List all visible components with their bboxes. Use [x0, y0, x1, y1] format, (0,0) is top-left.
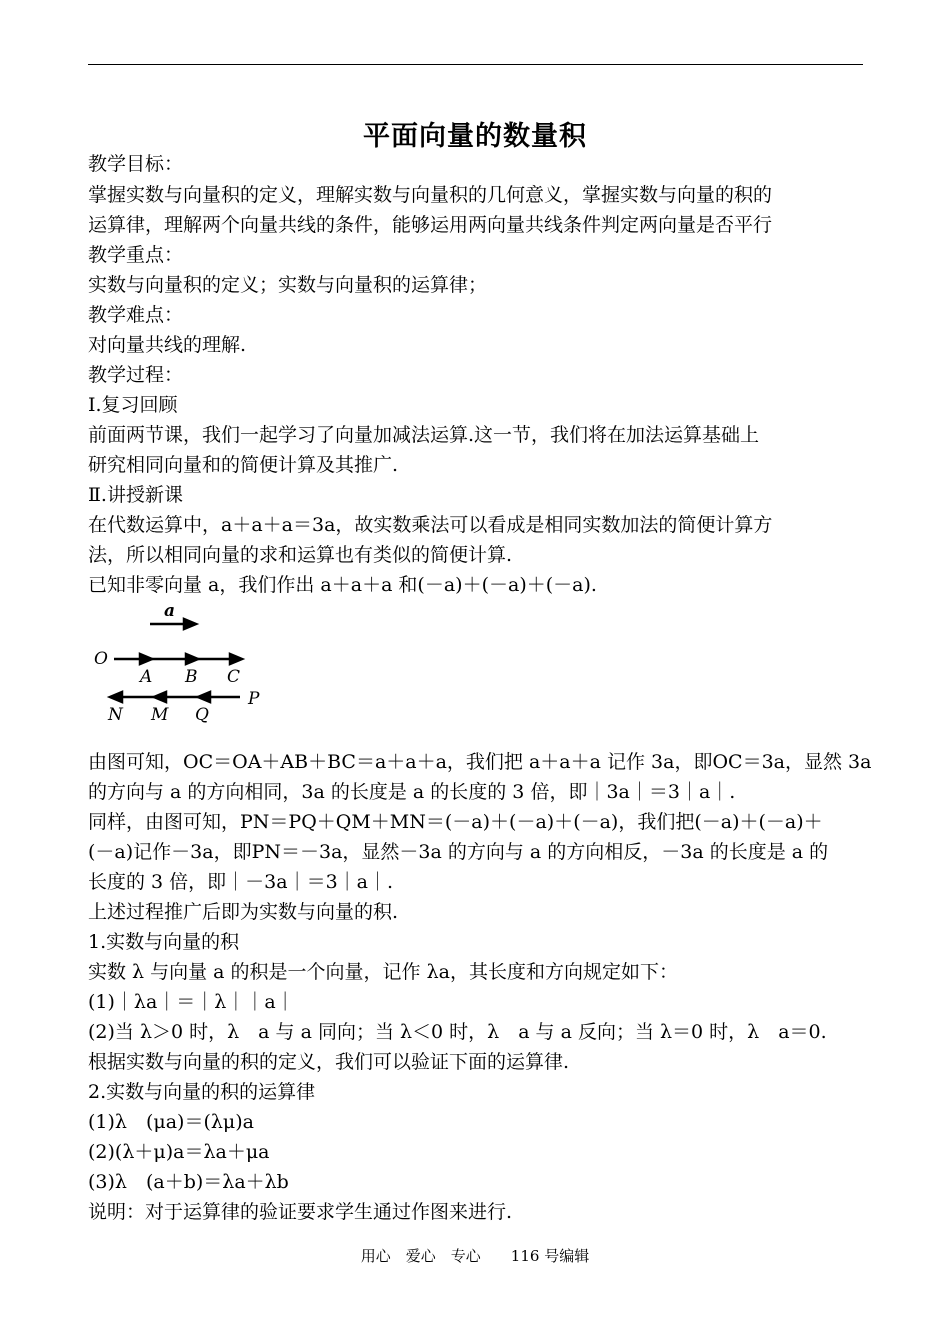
text-line: (3)λ (a＋b)＝λa＋λb: [88, 1171, 289, 1193]
text-line: 的方向与 a 的方向相同，3a 的长度是 a 的长度的 3 倍，即｜3a｜＝3｜a｜.: [88, 781, 736, 803]
point-label-Q: Q: [195, 705, 209, 725]
point-label-M: M: [151, 705, 169, 725]
text-line: 说明：对于运算律的验证要求学生通过作图来进行.: [88, 1201, 513, 1223]
text-line: 教学目标：: [88, 153, 184, 175]
point-label-P: P: [248, 689, 260, 709]
text-line: (1)λ (μa)＝(λμ)a: [88, 1111, 254, 1133]
text-line: 同样，由图可知，PN＝PQ＋QM＋MN＝(－a)＋(－a)＋(－a)，我们把(－a)＋(－a)＋: [88, 811, 823, 833]
vector-a-arrowhead: [184, 619, 196, 629]
text-line: 实数 λ 与向量 a 的积是一个向量，记作 λa，其长度和方向规定如下：: [88, 961, 678, 983]
text-line: 1.实数与向量的积: [88, 931, 240, 953]
text-line: Ⅰ.复习回顾: [88, 394, 178, 416]
text-line: 运算律，理解两个向量共线的条件，能够运用两向量共线条件判定两向量是否平行: [88, 214, 773, 236]
point-label-C: C: [227, 667, 241, 687]
text-line: 教学过程：: [88, 364, 184, 386]
text-line: 根据实数与向量的积的定义，我们可以验证下面的运算律.: [88, 1051, 570, 1073]
arrowhead-N: [110, 692, 122, 702]
text-line: 教学重点：: [88, 244, 184, 266]
point-label-O: O: [94, 649, 108, 669]
arrowhead-M: [154, 692, 166, 702]
text-line: 上述过程推广后即为实数与向量的积.: [88, 901, 399, 923]
page-title: 平面向量的数量积: [363, 121, 587, 152]
text-line: 法，所以相同向量的求和运算也有类似的简便计算.: [88, 544, 513, 566]
header-rule: [88, 64, 863, 65]
point-label-A: A: [140, 667, 153, 687]
text-line: (－a)记作－3a，即PN＝－3a，显然－3a 的方向与 a 的方向相反，－3a 的长度是 a 的: [88, 841, 829, 863]
text-line: 已知非零向量 a，我们作出 a＋a＋a 和(－a)＋(－a)＋(－a).: [88, 574, 597, 596]
text-line: 前面两节课，我们一起学习了向量加减法运算.这一节，我们将在加法运算基础上: [88, 424, 760, 446]
text-line: 对向量共线的理解.: [88, 334, 247, 356]
text-line: 研究相同向量和的简便计算及其推广.: [88, 454, 399, 476]
text-line: (2)当 λ＞0 时，λ a 与 a 同向；当 λ＜0 时，λ a 与 a 反向；当 λ＝0 时，λ a＝0.: [88, 1021, 827, 1043]
text-line: Ⅱ.讲授新课: [88, 484, 183, 506]
text-line: 实数与向量积的定义；实数与向量积的运算律；: [88, 274, 488, 296]
vector-a-label: a: [164, 601, 176, 621]
text-line: 由图可知，OC＝OA＋AB＋BC＝a＋a＋a，我们把 a＋a＋a 记作 3a，即OC＝3a，显然 3a: [88, 751, 872, 773]
arrowhead-A: [140, 654, 152, 664]
vector-figure: [88, 596, 278, 736]
point-label-N: N: [108, 705, 123, 725]
arrowhead-B: [186, 654, 198, 664]
arrowhead-Q: [198, 692, 210, 702]
page-footer: 用心 爱心 专心 116 号编辑: [360, 1247, 590, 1265]
text-line: 在代数运算中，a＋a＋a＝3a，故实数乘法可以看成是相同实数加法的简便计算方: [88, 514, 773, 536]
text-line: (2)(λ＋μ)a＝λa＋μa: [88, 1141, 270, 1163]
text-line: 长度的 3 倍，即｜－3a｜＝3｜a｜.: [88, 871, 394, 893]
arrowhead-C: [230, 654, 242, 664]
text-line: (1)｜λa｜＝｜λ｜｜a｜: [88, 991, 295, 1013]
text-line: 2.实数与向量的积的运算律: [88, 1081, 316, 1103]
text-line: 掌握实数与向量积的定义，理解实数与向量积的几何意义，掌握实数与向量的积的: [88, 184, 773, 206]
text-line: 教学难点：: [88, 304, 184, 326]
point-label-B: B: [185, 667, 198, 687]
